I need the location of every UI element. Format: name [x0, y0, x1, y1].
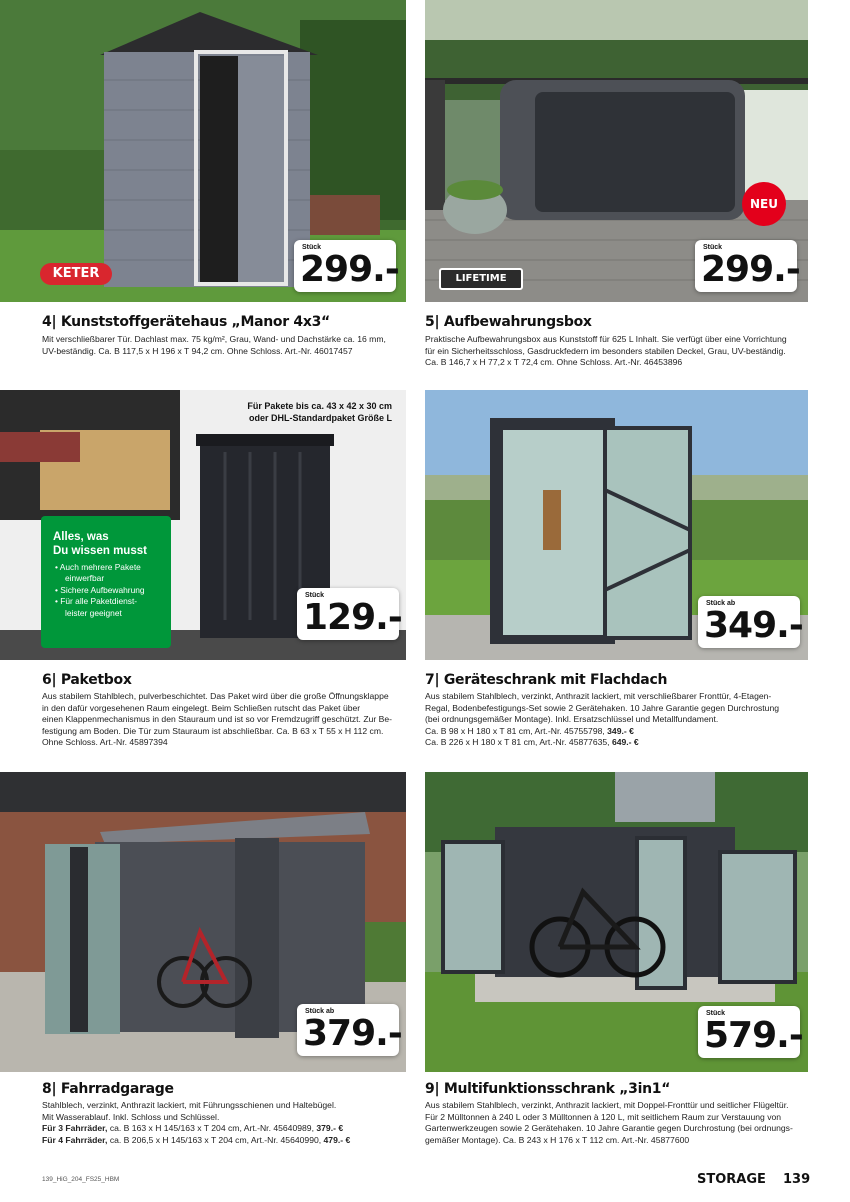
info-title-line: Alles, was: [53, 531, 109, 543]
desc-line: für ein Sicherheitsschloss, Gasdruckfedern im besonders stabilen Deckel, Grau, UV-beständig.: [425, 345, 786, 356]
product-description: [42, 334, 386, 357]
desc-line: Praktische Aufbewahrungsbox aus Kunststoff für 625 L Inhalt. Sie verfügt über eine Vorrichtung: [425, 334, 787, 344]
info-item: • Sichere Aufbewahrung: [55, 584, 145, 595]
price-unit-label: Stück: [302, 244, 322, 251]
desc-line: UV-beständig. Ca. B 117,5 x H 196 x T 94,2 cm. Ohne Schloss. Art.-Nr. 46017457: [42, 345, 353, 356]
price-value: 379.-: [303, 1013, 402, 1054]
desc-line: (bei ordnungsgemäßer Montage). Inkl. Ersatzschlüssel und Metallfundament.: [425, 714, 719, 724]
desc-line: Regal, Bodenbefestigungs-Set sowie 2 Gerätehaken. 10 Jahre Garantie gegen Durchrostung: [425, 702, 780, 713]
desc-line: Mit verschließbarer Tür. Dachlast max. 75 kg/m², Grau, Wand- und Dachstärke ca. 16 mm,: [42, 334, 386, 344]
info-item-text: Auch mehrere Pakete: [59, 562, 141, 572]
product-description: [42, 1100, 350, 1146]
desc-line: gemäßer Montage). Ca. B 243 x H 176 x T 112 cm. Art.-Nr. 45877600: [425, 1134, 690, 1145]
variant-price: 379.- €: [316, 1123, 344, 1133]
price-value: 349.-: [704, 605, 803, 646]
price-value: 129.-: [303, 597, 402, 638]
product-title: 5| Aufbewahrungsbox: [425, 314, 592, 330]
price-tag-paketbox: [297, 588, 402, 640]
info-item-cont: leister geeignet: [65, 607, 122, 618]
variant-bold: Für 4 Fahrräder,: [42, 1134, 108, 1145]
desc-line: Aus stabilem Stahlblech, pulverbeschichtet. Das Paket wird über die große Öffnungsklappe: [42, 691, 389, 701]
product-description: [425, 1100, 793, 1146]
price-unit-label: Stück: [305, 592, 325, 599]
variant-line: [425, 726, 779, 738]
price-tag-aufbewahrungsbox: [695, 240, 800, 292]
product-description: [425, 691, 779, 749]
desc-line: in den dafür vorgesehenen Raum eingelegt. Beim Schließen rutscht das Paket über: [42, 702, 361, 713]
footer-code: 139_HiG_204_FS25_HBM: [42, 1176, 120, 1183]
new-badge: NEU: [742, 182, 786, 226]
desc-line: Stahlblech, verzinkt, Anthrazit lackiert, mit Führungsschienen und Haltebügel.: [42, 1100, 337, 1110]
caption-line: oder DHL-Standardpaket Größe L: [248, 413, 392, 423]
variant-text: ca. B 163 x H 145/163 x T 204 cm, Art.-Nr. 45640989,: [107, 1123, 317, 1133]
price-unit-label: Stück ab: [305, 1008, 335, 1015]
keter-logo: KETER: [40, 263, 112, 285]
product-title: 9| Multifunktionsschrank „3in1“: [425, 1081, 671, 1097]
desc-line: festigung am Boden. Die Tür zum Stauraum ist abschließbar. Ca. B 63 x T 55 x H 112 cm.: [42, 725, 384, 736]
desc-line: Ohne Schloss. Art.-Nr. 45897394: [42, 737, 168, 747]
info-item: • Auch mehrere Pakete: [55, 562, 141, 572]
info-title: [53, 530, 147, 558]
variant-bold: Für 3 Fahrräder,: [42, 1123, 108, 1133]
product-description: [42, 691, 392, 749]
variant-text: Ca. B 98 x H 180 x T 81 cm, Art.-Nr. 45755798,: [425, 725, 608, 736]
info-item-text: Für alle Paketdienst-: [60, 596, 138, 607]
product-description: [425, 334, 787, 369]
product-title: 8| Fahrradgarage: [42, 1081, 174, 1097]
price-tag-multifunktionsschrank: [698, 1006, 803, 1058]
variant-text: ca. B 206,5 x H 145/163 x T 204 cm, Art.-Nr. 45640990,: [107, 1134, 324, 1145]
info-item: • Für alle Paketdienst-: [55, 596, 138, 607]
footer-section: STORAGE: [697, 1172, 766, 1187]
price-tag-fahrradgarage: [297, 1004, 402, 1056]
product-title: 7| Geräteschrank mit Flachdach: [425, 672, 668, 688]
info-item-text: Sichere Aufbewahrung: [60, 584, 145, 595]
info-title-line: Du wissen musst: [53, 545, 147, 557]
desc-line: Aus stabilem Stahlblech, verzinkt, Anthrazit lackiert, mit verschließbarer Fronttür, 4-Etagen-: [425, 691, 772, 701]
variant-line: [42, 1135, 350, 1147]
variant-line: [425, 737, 779, 749]
price-unit-label: Stück: [703, 244, 723, 251]
price-unit-label: Stück ab: [706, 600, 736, 607]
info-item-cont: einwerfbar: [65, 573, 105, 584]
product-title: 4| Kunststoffgerätehaus „Manor 4x3“: [42, 314, 330, 330]
price-value: 299.-: [701, 249, 800, 290]
variant-text: Ca. B 226 x H 180 x T 81 cm, Art.-Nr. 45877635,: [425, 737, 612, 747]
price-unit-label: Stück: [706, 1010, 726, 1017]
desc-line: einen Klappenmechanismus in den Stauraum und ist so vor Fremdzugriff geschützt. Zur Be-: [42, 714, 392, 724]
lifetime-logo: LIFETIME: [439, 268, 523, 290]
variant-price: 479.- €: [323, 1134, 351, 1145]
page-number: 139: [783, 1172, 811, 1187]
variant-price: 349.- €: [607, 725, 634, 736]
price-tag-geraetehaus: [294, 240, 399, 292]
variant-price: 649.- €: [611, 737, 639, 747]
desc-line: Ca. B 146,7 x H 77,2 x T 72,4 cm. Ohne Schloss. Art.-Nr. 46453896: [425, 357, 683, 367]
variant-line: [42, 1123, 350, 1135]
product-title: 6| Paketbox: [42, 672, 132, 688]
desc-line: Gartenwerkzeugen sowie 2 Gerätehaken. 10 Jahre Garantie gegen Durchrostung (bei ordnungs-: [425, 1123, 793, 1133]
caption-line: Für Pakete bis ca. 43 x 42 x 30 cm: [247, 401, 392, 411]
desc-line: Aus stabilem Stahlblech, verzinkt, Anthrazit lackiert, mit Doppel-Fronttür und seitlicher Flügeltür.: [425, 1100, 789, 1110]
info-list: [55, 562, 145, 619]
price-tag-geraeteschrank: [698, 596, 803, 648]
desc-line: Für 2 Mülltonnen à 240 L oder 3 Mülltonnen à 120 L, mit seitlichem Raum zur Verstauung von: [425, 1111, 782, 1122]
desc-line: Mit Wasserablauf. Inkl. Schloss und Schlüssel.: [42, 1111, 220, 1122]
size-caption: [247, 400, 392, 424]
price-value: 299.-: [300, 249, 399, 290]
info-box: [41, 516, 171, 648]
price-value: 579.-: [704, 1015, 803, 1056]
